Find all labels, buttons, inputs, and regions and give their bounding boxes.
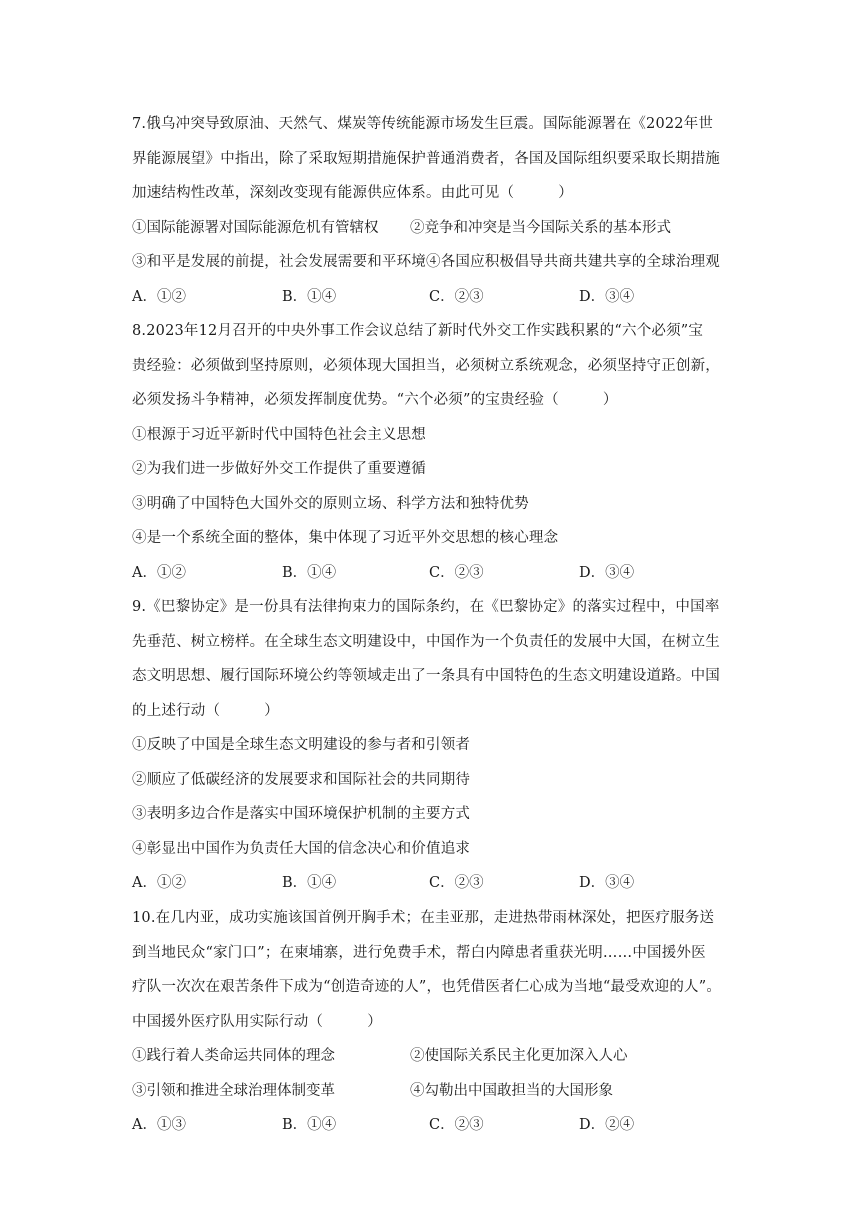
option-a[interactable]: A．①② [132,564,186,581]
question-stem-line: 态文明思想、履行国际环境公约等领域走出了一条具有中国特色的生态文明建设道路。中国 [132,668,720,684]
answer-options [132,1108,732,1143]
option-b[interactable]: B．①④ [282,288,337,305]
answer-options [132,866,732,901]
option-c[interactable]: C．②③ [429,875,484,891]
question-stem-line: 8.2023年12月召开的中央外事工作会议总结了新时代外交工作实践积累的“六个必须”宝 [132,323,704,339]
question-stem-line: 9.《巴黎协定》是一份具有法律拘束力的国际条约，在《巴黎协定》的落实过程中，中国率 [132,599,720,615]
statement-row [132,1074,732,1109]
question-stem-line: 7.俄乌冲突导致原油、天然气、煤炭等传统能源市场发生巨震。国际能源署在《2022年世 [132,116,714,132]
statement-4: ④彰显出中国作为负责任大国的信念决心和价值追求 [132,840,471,857]
question-stem-line: 必须发扬斗争精神，必须发挥制度优势。“六个必须”的宝贵经验（ ） [132,392,618,408]
question-8 [132,314,732,590]
option-a[interactable]: A．①② [132,288,186,305]
statement-3: ③表明多边合作是落实中国环境保护机制的主要方式 [132,806,471,822]
option-b[interactable]: B．①④ [282,564,337,581]
statement-2: ②为我们进一步做好外交工作提供了重要遵循 [132,461,426,477]
question-stem-line: 疗队一次次在艰苦条件下成为“创造奇迹的人”，也凭借医者仁心成为当地“最受欢迎的人”。 [132,979,722,995]
statement-row [132,211,732,246]
question-stem-line: 先垂范、树立榜样。在全球生态文明建设中，中国作为一个负责任的发展中大国，在树立生 [132,633,720,650]
question-stem-line: 贵经验：必须做到坚持原则，必须体现大国担当，必须树立系统观念，必须坚持守正创新， [132,357,720,374]
option-b[interactable]: B．①④ [282,1117,337,1133]
question-stem-line: 中国援外医疗队用实际行动（ ） [132,1013,382,1030]
option-d[interactable]: D．②④ [579,1117,635,1133]
question-stem-line: 界能源展望》中指出，除了采取短期措施保护普通消费者，各国及国际组织要采取长期措施 [132,150,720,167]
statement-4: ④是一个系统全面的整体，集中体现了习近平外交思想的核心理念 [132,530,559,546]
question-9 [132,590,732,901]
statement-row [132,1039,732,1074]
statement-1: ①反映了中国是全球生态文明建设的参与者和引领者 [132,737,471,753]
option-d[interactable]: D．③④ [579,564,635,581]
statement-3: ③明确了中国特色大国外交的原则立场、科学方法和独特优势 [132,495,529,512]
question-10 [132,901,732,1143]
question-stem-line: 加速结构性改革，深刻改变现有能源供应体系。由此可见（ ） [132,185,573,201]
statement-1: ①践行着人类命运共同体的理念 [132,1048,335,1064]
statement-4: ④勾勒出中国敢担当的大国形象 [410,1082,613,1099]
option-a[interactable]: A．①③ [132,1117,186,1133]
answer-options [132,280,732,315]
question-stem-line: 10.在几内亚，成功实施该国首例开胸手术；在圭亚那，走进热带雨林深处，把医疗服务送 [132,910,715,926]
statement-2: ②使国际关系民主化更加深入人心 [410,1048,628,1064]
statement-2: ②顺应了低碳经济的发展要求和国际社会的共同期待 [132,771,471,788]
option-c[interactable]: C．②③ [429,1117,484,1133]
option-b[interactable]: B．①④ [282,875,337,891]
option-c[interactable]: C．②③ [429,288,484,305]
statement-1: ①根源于习近平新时代中国特色社会主义思想 [132,426,426,443]
option-a[interactable]: A．①② [132,875,186,891]
option-d[interactable]: D．③④ [579,875,635,891]
answer-options [132,556,732,591]
question-7 [132,107,732,314]
option-d[interactable]: D．③④ [579,288,635,305]
option-c[interactable]: C．②③ [429,564,484,581]
question-stem-line: 到当地民众“家门口”；在柬埔寨，进行免费手术，帮白内障患者重获光明……中国援外医 [132,944,706,961]
statement-3-4: ③和平是发展的前提，社会发展需要和平环境④各国应积极倡导共商共建共享的全球治理观 [132,254,720,270]
statement-1: ①国际能源署对国际能源危机有管辖权 [132,219,379,236]
statement-2: ②竞争和冲突是当今国际关系的基本形式 [410,219,671,236]
question-stem-line: 的上述行动（ ） [132,702,279,719]
statement-3: ③引领和推进全球治理体制变革 [132,1082,335,1099]
